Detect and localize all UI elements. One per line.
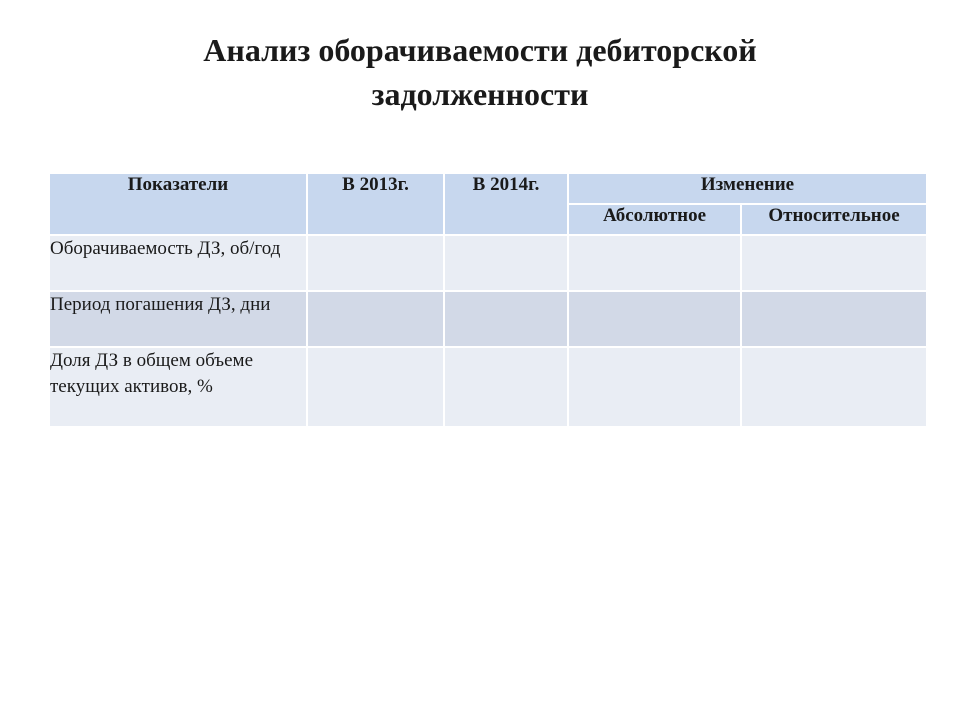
header-year-2014: В 2014г. — [444, 173, 568, 235]
cell-turnover-relative — [741, 235, 927, 291]
turnover-table — [48, 172, 928, 428]
cell-share-absolute — [568, 347, 741, 427]
cell-share-relative — [741, 347, 927, 427]
cell-repayment-2014 — [444, 291, 568, 347]
header-change: Изменение — [568, 173, 927, 204]
table-row — [49, 347, 927, 427]
row-label-turnover: Оборачиваемость ДЗ, об/год — [49, 235, 307, 291]
cell-turnover-2014 — [444, 235, 568, 291]
slide-title-line-1: Анализ оборачиваемости дебиторской — [203, 32, 757, 68]
slide-title — [0, 28, 960, 116]
header-relative: Относительное — [741, 204, 927, 235]
header-absolute: Абсолютное — [568, 204, 741, 235]
cell-repayment-2013 — [307, 291, 444, 347]
row-label-receivables-share: Доля ДЗ в общем объеме текущих активов, % — [49, 347, 307, 427]
cell-share-2014 — [444, 347, 568, 427]
cell-turnover-2013 — [307, 235, 444, 291]
header-indicators: Показатели — [49, 173, 307, 235]
header-year-2013: В 2013г. — [307, 173, 444, 235]
slide-title-line-2: задолженности — [371, 76, 589, 112]
table-row — [49, 291, 927, 347]
cell-repayment-relative — [741, 291, 927, 347]
cell-share-2013 — [307, 347, 444, 427]
row-label-repayment-period: Период погашения ДЗ, дни — [49, 291, 307, 347]
cell-turnover-absolute — [568, 235, 741, 291]
cell-repayment-absolute — [568, 291, 741, 347]
table-row — [49, 235, 927, 291]
